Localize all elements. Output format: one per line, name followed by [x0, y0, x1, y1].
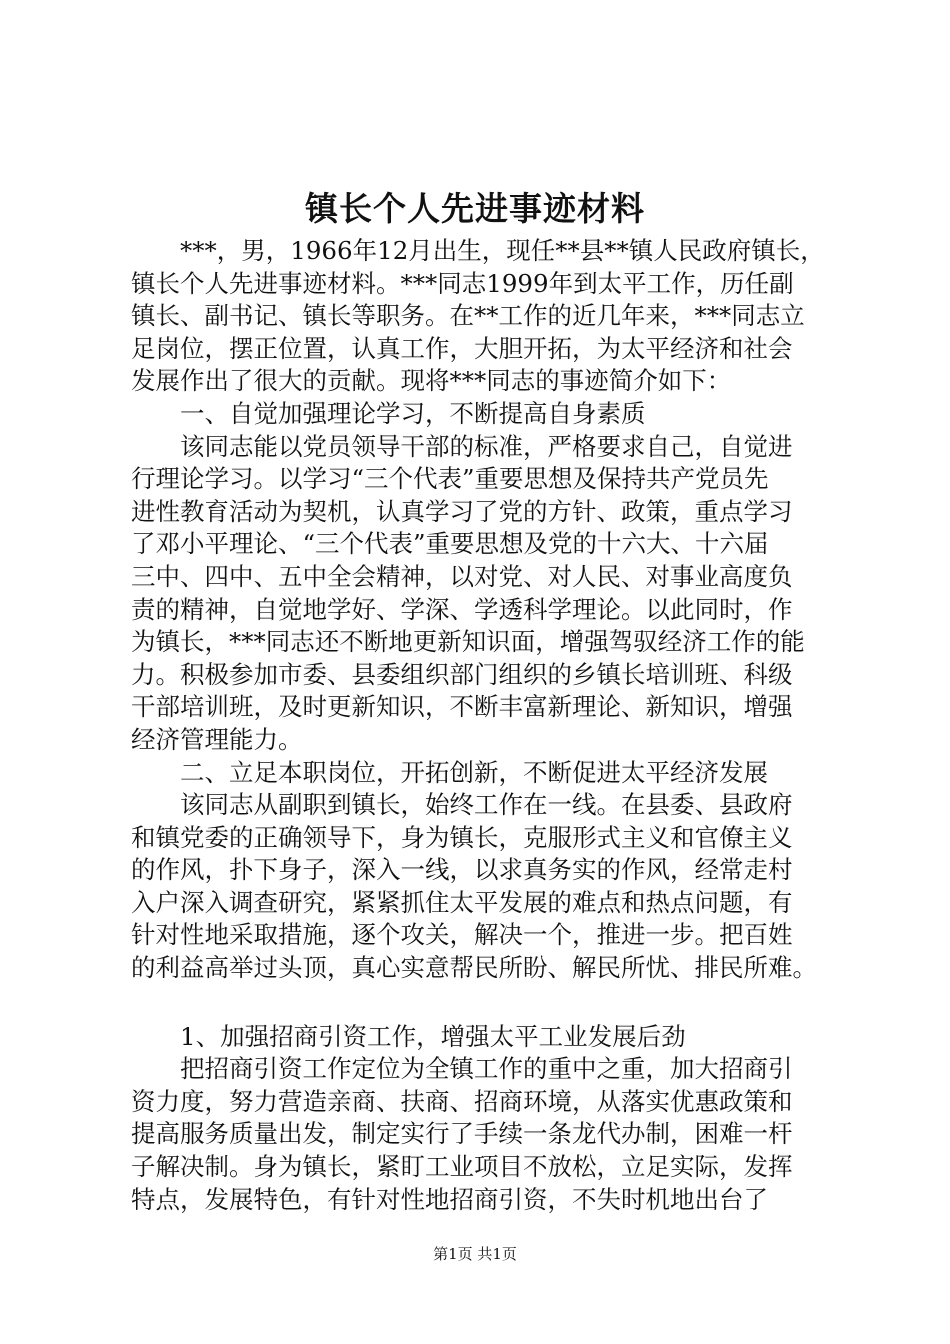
paragraph-line: 针对性地采取措施，逐个攻关，解决一个，推进一步。把百姓 — [131, 920, 793, 950]
paragraph-line: 力。积极参加市委、县委组织部门组织的乡镇长培训班、科级 — [131, 659, 793, 689]
paragraph-line: 该同志从副职到镇长，始终工作在一线。在县委、县政府 — [180, 790, 793, 820]
paragraph-line: 和镇党委的正确领导下，身为镇长，克服形式主义和官僚主义 — [131, 822, 793, 852]
paragraph-line: 的作风，扑下身子，深入一线，以求真务实的作风，经常走村 — [131, 855, 793, 885]
paragraph-line: 入户深入调查研究，紧紧抓住太平发展的难点和热点问题，有 — [131, 887, 793, 917]
paragraph-line: 把招商引资工作定位为全镇工作的重中之重，加大招商引 — [180, 1054, 793, 1084]
paragraph-line: 镇长个人先进事迹材料。***同志1999年到太平工作，历任副 — [131, 268, 794, 298]
paragraph-line: ***，男，1966年12月出生，现任**县**镇人民政府镇长， — [180, 236, 825, 265]
paragraph-line: 进性教育活动为契机，认真学习了党的方针、政策，重点学习 — [131, 496, 793, 526]
subsection-heading: 1、加强招商引资工作，增强太平工业发展后劲 — [180, 1021, 686, 1051]
paragraph-line: 特点，发展特色，有针对性地招商引资，不失时机地出台了 — [131, 1184, 768, 1214]
paragraph-line: 三中、四中、五中全会精神，以对党、对人民、对事业高度负 — [131, 561, 793, 591]
paragraph-line: 行理论学习。以学习“三个代表”重要思想及保持共产党员先 — [131, 464, 769, 494]
paragraph-line: 足岗位，摆正位置，认真工作，大胆开拓，为太平经济和社会 — [131, 333, 793, 363]
paragraph-line: 镇长、副书记、镇长等职务。在**工作的近几年来，***同志立 — [131, 301, 805, 331]
paragraph-line: 经济管理能力。 — [131, 724, 303, 754]
section-heading: 一、自觉加强理论学习，不断提高自身素质 — [180, 398, 646, 428]
paragraph-line: 发展作出了很大的贡献。现将***同志的事迹简介如下： — [131, 366, 732, 396]
paragraph-line: 子解决制。身为镇长，紧盯工业项目不放松，立足实际，发挥 — [131, 1152, 793, 1182]
page-footer: 第1页 共1页 — [433, 1245, 517, 1263]
paragraph-gap — [131, 985, 846, 1021]
document-title: 镇长个人先进事迹材料 — [305, 189, 645, 228]
paragraph-line: 为镇长，***同志还不断地更新知识面，增强驾驭经济工作的能 — [131, 627, 805, 657]
paragraph-line: 了邓小平理论、“三个代表”重要思想及党的十六大、十六届 — [131, 529, 769, 559]
document-body — [131, 235, 846, 1216]
section-heading: 二、立足本职岗位，开拓创新，不断促进太平经济发展 — [180, 757, 768, 787]
paragraph-line: 该同志能以党员领导干部的标准，严格要求自己，自觉进 — [180, 431, 793, 461]
paragraph-line: 资力度，努力营造亲商、扶商、招商环境，从落实优惠政策和 — [131, 1086, 793, 1116]
paragraph-line: 的利益高举过头顶，真心实意帮民所盼、解民所忧、排民所难。 — [131, 953, 817, 983]
paragraph-line: 责的精神，自觉地学好、学深、学透科学理论。以此同时，作 — [131, 594, 793, 624]
paragraph-line: 干部培训班，及时更新知识，不断丰富新理论、新知识，增强 — [131, 692, 793, 722]
paragraph-line: 提高服务质量出发，制定实行了手续一条龙代办制，困难一杆 — [131, 1119, 793, 1149]
